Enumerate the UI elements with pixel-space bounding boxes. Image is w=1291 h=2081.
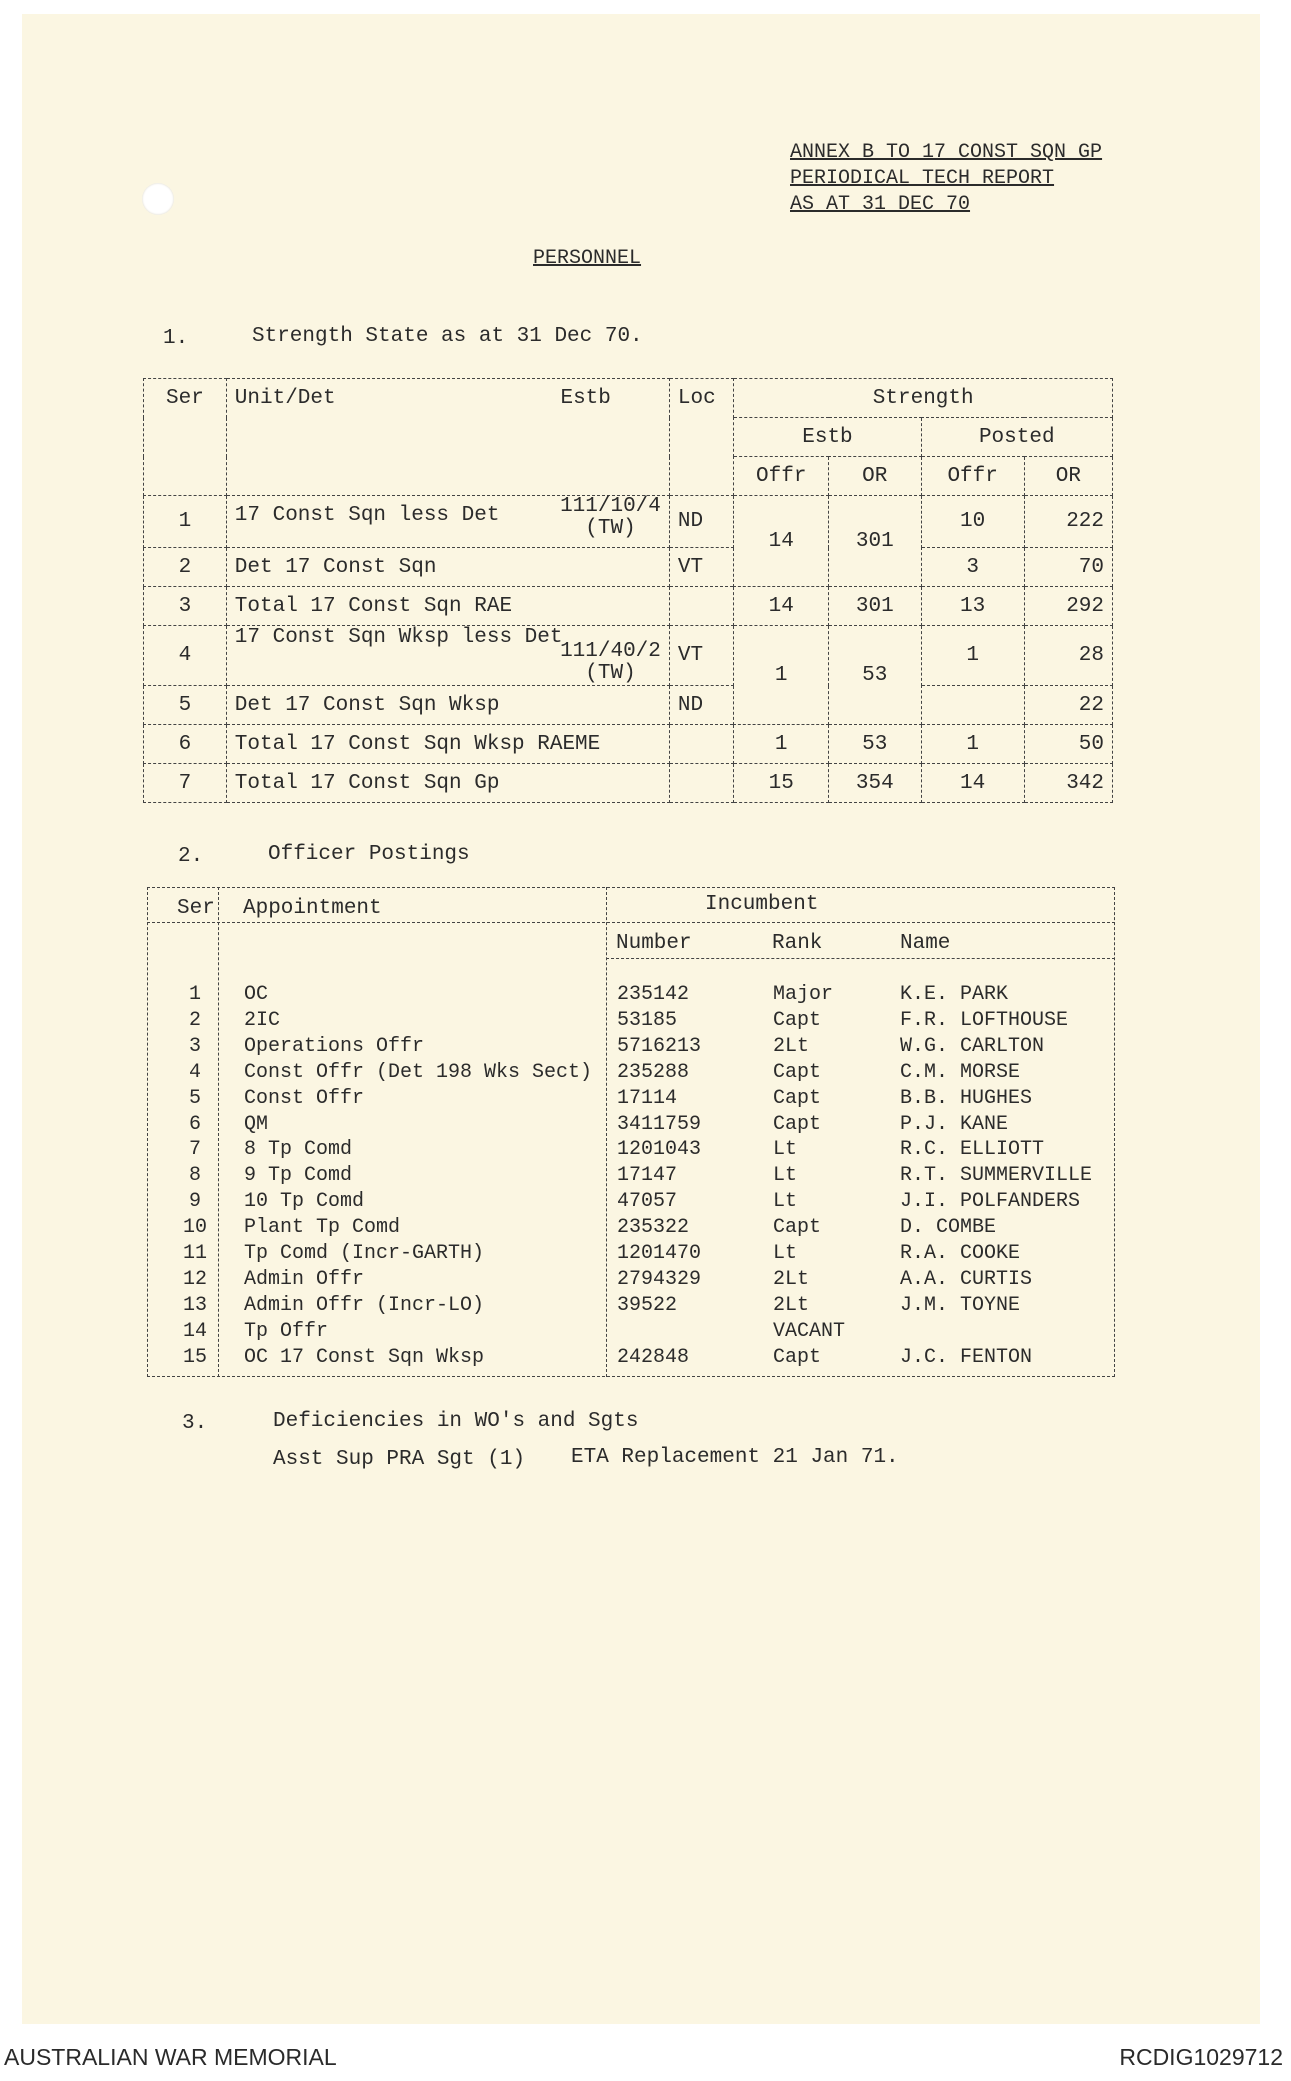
officer-name: J.I. POLFANDERS <box>900 1190 1081 1214</box>
officer-appointment: OC <box>244 983 269 1006</box>
col-number-header: Number <box>616 932 692 955</box>
officer-name: R.A. COOKE <box>900 1242 1021 1265</box>
officer-rank: 2Lt <box>773 1034 810 1058</box>
estb-note: (TW) <box>585 662 636 685</box>
officer-number: 47057 <box>617 1190 678 1214</box>
officer-number: 2794329 <box>617 1267 702 1291</box>
officer-number: 235142 <box>617 983 690 1006</box>
officer-rank: VACANT <box>773 1319 846 1343</box>
col-unit-header <box>226 379 669 496</box>
officer-number: 3411759 <box>617 1112 702 1136</box>
officer-name: R.C. ELLIOTT <box>900 1138 1045 1162</box>
estb-value: 111/40/2 <box>560 640 661 663</box>
header-divider-1 <box>147 922 1115 923</box>
estb-code <box>560 641 661 685</box>
estb-offr: 1 <box>734 626 829 725</box>
officer-rank: Capt <box>773 1086 822 1110</box>
col-loc-header: Loc <box>669 379 734 496</box>
annex-header <box>790 140 1102 218</box>
officer-ser: 12 <box>182 1267 207 1291</box>
posted-offr: 1 <box>921 725 1024 764</box>
officer-ser: 10 <box>182 1216 207 1240</box>
posted-offr: 3 <box>921 548 1024 587</box>
section-2-title: Officer Postings <box>268 843 470 866</box>
officer-number: 17147 <box>617 1164 678 1188</box>
officer-number: 235322 <box>617 1216 690 1240</box>
posted-or-header: OR <box>1024 457 1112 496</box>
officer-appointment: Tp Comd (Incr-GARTH) <box>244 1242 485 1265</box>
section-1-title: Strength State as at 31 Dec 70. <box>252 325 643 348</box>
appointment-divider <box>606 887 607 1377</box>
officer-ser: 2 <box>188 1008 201 1032</box>
posted-or: 292 <box>1024 587 1112 626</box>
officer-number: 5716213 <box>617 1034 702 1058</box>
strength-table <box>143 378 1113 803</box>
officer-number: 1201043 <box>617 1138 702 1162</box>
annex-line: ANNEX B TO 17 CONST SQN GP <box>790 141 1103 164</box>
officer-appointment: Const Offr (Det 198 Wks Sect) <box>244 1060 593 1084</box>
posted-or: 28 <box>1024 626 1112 686</box>
officer-name: F.R. LOFTHOUSE <box>900 1008 1069 1032</box>
posted-or: 222 <box>1024 496 1112 548</box>
row-ser: 1 <box>144 496 227 548</box>
officer-ser: 5 <box>188 1086 201 1110</box>
deficiency-item: Asst Sup PRA Sgt (1) <box>273 1448 526 1471</box>
estb-or: 53 <box>829 725 921 764</box>
estb-or: 53 <box>829 626 921 725</box>
officer-ser: 11 <box>182 1242 207 1265</box>
row-loc <box>669 587 734 626</box>
estb-note: (TW) <box>585 516 636 540</box>
row-loc <box>669 725 734 764</box>
deficiency-eta: ETA Replacement 21 Jan 71. <box>571 1446 899 1469</box>
officer-ser: 7 <box>188 1138 201 1162</box>
row-loc <box>669 764 734 803</box>
officer-name: A.A. CURTIS <box>900 1267 1033 1291</box>
officer-name: P.J. KANE <box>900 1112 1009 1136</box>
officer-appointment: Plant Tp Comd <box>244 1216 401 1240</box>
row-unit: Total 17 Const Sqn RAE <box>226 587 669 626</box>
officer-ser: 14 <box>182 1319 207 1343</box>
estb-offr: 1 <box>734 725 829 764</box>
officer-appointment: OC 17 Const Sqn Wksp <box>244 1345 485 1369</box>
officer-rank: Capt <box>773 1216 822 1240</box>
estb-offr: 15 <box>734 764 829 803</box>
footer-source: AUSTRALIAN WAR MEMORIAL <box>4 2044 337 2070</box>
officer-rank: 2Lt <box>773 1267 810 1291</box>
estb-subheader: Estb <box>734 418 921 457</box>
officer-appointment: 9 Tp Comd <box>244 1164 353 1188</box>
col-incumbent-header: Incumbent <box>705 893 819 916</box>
col-appointment-header: Appointment <box>243 897 382 920</box>
annex-line: AS AT 31 DEC 70 <box>790 193 971 216</box>
officer-rank: Capt <box>773 1345 822 1369</box>
officer-appointment: 10 Tp Comd <box>244 1190 365 1214</box>
section-3-title: Deficiencies in WO's and Sgts <box>273 1410 639 1433</box>
officer-ser: 6 <box>188 1112 201 1136</box>
row-ser: 6 <box>144 725 227 764</box>
estb-or: 301 <box>829 587 921 626</box>
officer-ser: 9 <box>188 1190 201 1214</box>
officer-rank: Major <box>773 983 834 1006</box>
officer-rank: Capt <box>773 1008 822 1032</box>
row-ser: 3 <box>144 587 227 626</box>
posted-offr: 1 <box>921 626 1024 686</box>
posted-or: 342 <box>1024 764 1112 803</box>
officer-appointment: Const Offr <box>244 1086 365 1110</box>
annex-line: PERIODICAL TECH REPORT <box>790 167 1055 190</box>
row-unit: Det 17 Const Sqn Wksp <box>226 686 669 725</box>
col-ser-header: Ser <box>144 379 227 496</box>
estb-or: 301 <box>829 496 921 587</box>
row-ser: 7 <box>144 764 227 803</box>
officer-rank: Lt <box>773 1138 798 1162</box>
officer-name: D. COMBE <box>900 1216 997 1240</box>
unit-header-label: Unit/Det <box>234 387 336 410</box>
posted-offr: 10 <box>921 496 1024 548</box>
officer-appointment: Admin Offr <box>244 1267 365 1291</box>
col-ser-header: Ser <box>177 897 215 920</box>
ser-divider <box>218 887 219 1377</box>
col-name-header: Name <box>900 932 951 955</box>
section-3-number: 3. <box>182 1412 208 1435</box>
officer-ser: 8 <box>188 1164 201 1188</box>
officer-ser: 1 <box>188 983 201 1006</box>
posted-offr: 14 <box>921 764 1024 803</box>
estb-value: 111/10/4 <box>560 494 661 518</box>
row-unit: Total 17 Const Sqn Gp <box>226 764 669 803</box>
unit-label: 17 Const Sqn Wksp less Det <box>234 626 563 649</box>
estb-offr: 14 <box>734 496 829 587</box>
row-unit <box>226 626 669 686</box>
officer-ser: 15 <box>182 1345 207 1369</box>
row-unit: Total 17 Const Sqn Wksp RAEME <box>226 725 669 764</box>
officer-appointment: Admin Offr (Incr-LO) <box>244 1293 485 1317</box>
posted-or: 70 <box>1024 548 1112 587</box>
officer-name: J.C. FENTON <box>900 1345 1033 1369</box>
officer-name: J.M. TOYNE <box>900 1293 1021 1317</box>
officer-number: 1201470 <box>617 1242 702 1265</box>
officer-rank: Lt <box>773 1242 798 1265</box>
row-loc: ND <box>669 496 734 548</box>
officer-ser: 3 <box>188 1034 201 1058</box>
estb-header-label: Estb <box>560 387 611 410</box>
section-1-number: 1. <box>163 327 189 350</box>
row-ser: 2 <box>144 548 227 587</box>
estb-offr: 14 <box>734 587 829 626</box>
officer-number: 235288 <box>617 1060 690 1084</box>
officer-rank: Lt <box>773 1164 798 1188</box>
posted-offr-header: Offr <box>921 457 1024 496</box>
footer-id: RCDIG1029712 <box>1119 2044 1283 2070</box>
estb-code <box>560 496 661 540</box>
posted-offr: 13 <box>921 587 1024 626</box>
estb-offr-header: Offr <box>734 457 829 496</box>
officer-rank: 2Lt <box>773 1293 810 1317</box>
officer-ser: 4 <box>188 1060 201 1084</box>
officer-ser: 13 <box>182 1293 207 1317</box>
officer-appointment: Tp Offr <box>244 1319 329 1343</box>
estb-or: 354 <box>829 764 921 803</box>
posted-offr <box>921 686 1024 725</box>
unit-label: 17 Const Sqn less Det <box>234 503 500 527</box>
officer-rank: Capt <box>773 1060 822 1084</box>
officer-number: 17114 <box>617 1086 678 1110</box>
officer-number: 39522 <box>617 1293 678 1317</box>
officer-rank: Lt <box>773 1190 798 1214</box>
row-loc: ND <box>669 686 734 725</box>
officer-appointment: 8 Tp Comd <box>244 1138 353 1162</box>
officer-appointment: Operations Offr <box>244 1034 425 1058</box>
row-ser: 4 <box>144 626 227 686</box>
row-loc: VT <box>669 548 734 587</box>
officer-name: C.M. MORSE <box>900 1060 1021 1084</box>
officer-rank: Capt <box>773 1112 822 1136</box>
posted-or: 22 <box>1024 686 1112 725</box>
officer-name: R.T. SUMMERVILLE <box>900 1164 1093 1188</box>
estb-or-header: OR <box>829 457 921 496</box>
officer-appointment: 2IC <box>244 1008 281 1032</box>
officer-number: 53185 <box>617 1008 678 1032</box>
officer-name: W.G. CARLTON <box>900 1034 1045 1058</box>
row-ser: 5 <box>144 686 227 725</box>
section-2-number: 2. <box>178 845 204 868</box>
col-strength-header: Strength <box>734 379 1113 418</box>
page-title: PERSONNEL <box>533 247 642 270</box>
row-unit: Det 17 Const Sqn <box>226 548 669 587</box>
col-rank-header: Rank <box>772 932 823 955</box>
punch-hole <box>142 183 174 215</box>
officer-name: B.B. HUGHES <box>900 1086 1033 1110</box>
row-unit <box>226 496 669 548</box>
officer-name: K.E. PARK <box>900 983 1009 1006</box>
posted-or: 50 <box>1024 725 1112 764</box>
posted-subheader: Posted <box>921 418 1112 457</box>
officer-number: 242848 <box>617 1345 690 1369</box>
officer-appointment: QM <box>244 1112 269 1136</box>
header-divider-2 <box>606 958 1115 959</box>
row-loc: VT <box>669 626 734 686</box>
